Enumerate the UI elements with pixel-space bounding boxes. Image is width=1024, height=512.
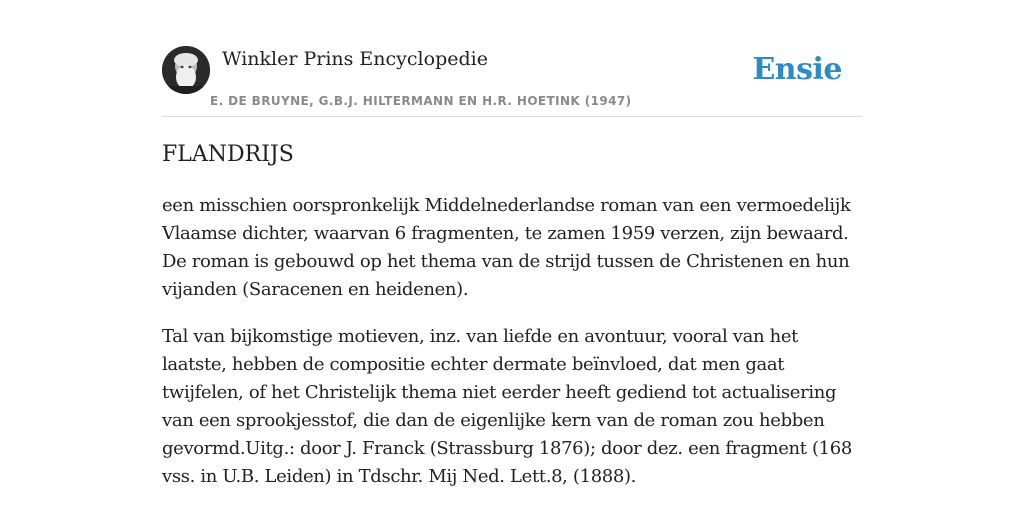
article-headword: FLANDRIJS xyxy=(162,142,294,167)
article-body xyxy=(162,192,864,510)
article-paragraph: Tal van bijkomstige motieven, inz. van liefde en avontuur, vooral van het laatste, hebben de compositie echter dermate beïnvloed, dat men gaat twijfelen, of het Christelijk thema niet eerder heeft gediend tot actualisering van een sprookjesstof, die dan de eigenlijke kern van de roman zou hebben gevormd.Uitg.: door J. Franck (Strassburg 1876); door dez. een fragment (168 vss. in U.B. Leiden) in Tdschr. Mij Ned. Lett.8, (1888). xyxy=(162,326,852,487)
article-paragraph: een misschien oorspronkelijk Middelnederlandse roman van een vermoedelijk Vlaamse dichter, waarvan 6 fragmenten, te zamen 1959 verzen, zijn bewaard. De roman is gebouwd op het thema van de strijd tussen de Christenen en hun vijanden (Saracenen en heidenen). xyxy=(162,195,851,300)
encyclopedia-title[interactable]: Winkler Prins Encyclopedie xyxy=(222,48,488,70)
authors-credit: E. DE BRUYNE, G.B.J. HILTERMANN EN H.R. HOETINK (1947) xyxy=(210,94,632,108)
author-avatar-icon[interactable] xyxy=(162,46,210,94)
author-portrait-icon xyxy=(162,46,210,94)
brand-logo[interactable]: Ensie xyxy=(752,52,842,87)
article-header xyxy=(162,46,862,117)
